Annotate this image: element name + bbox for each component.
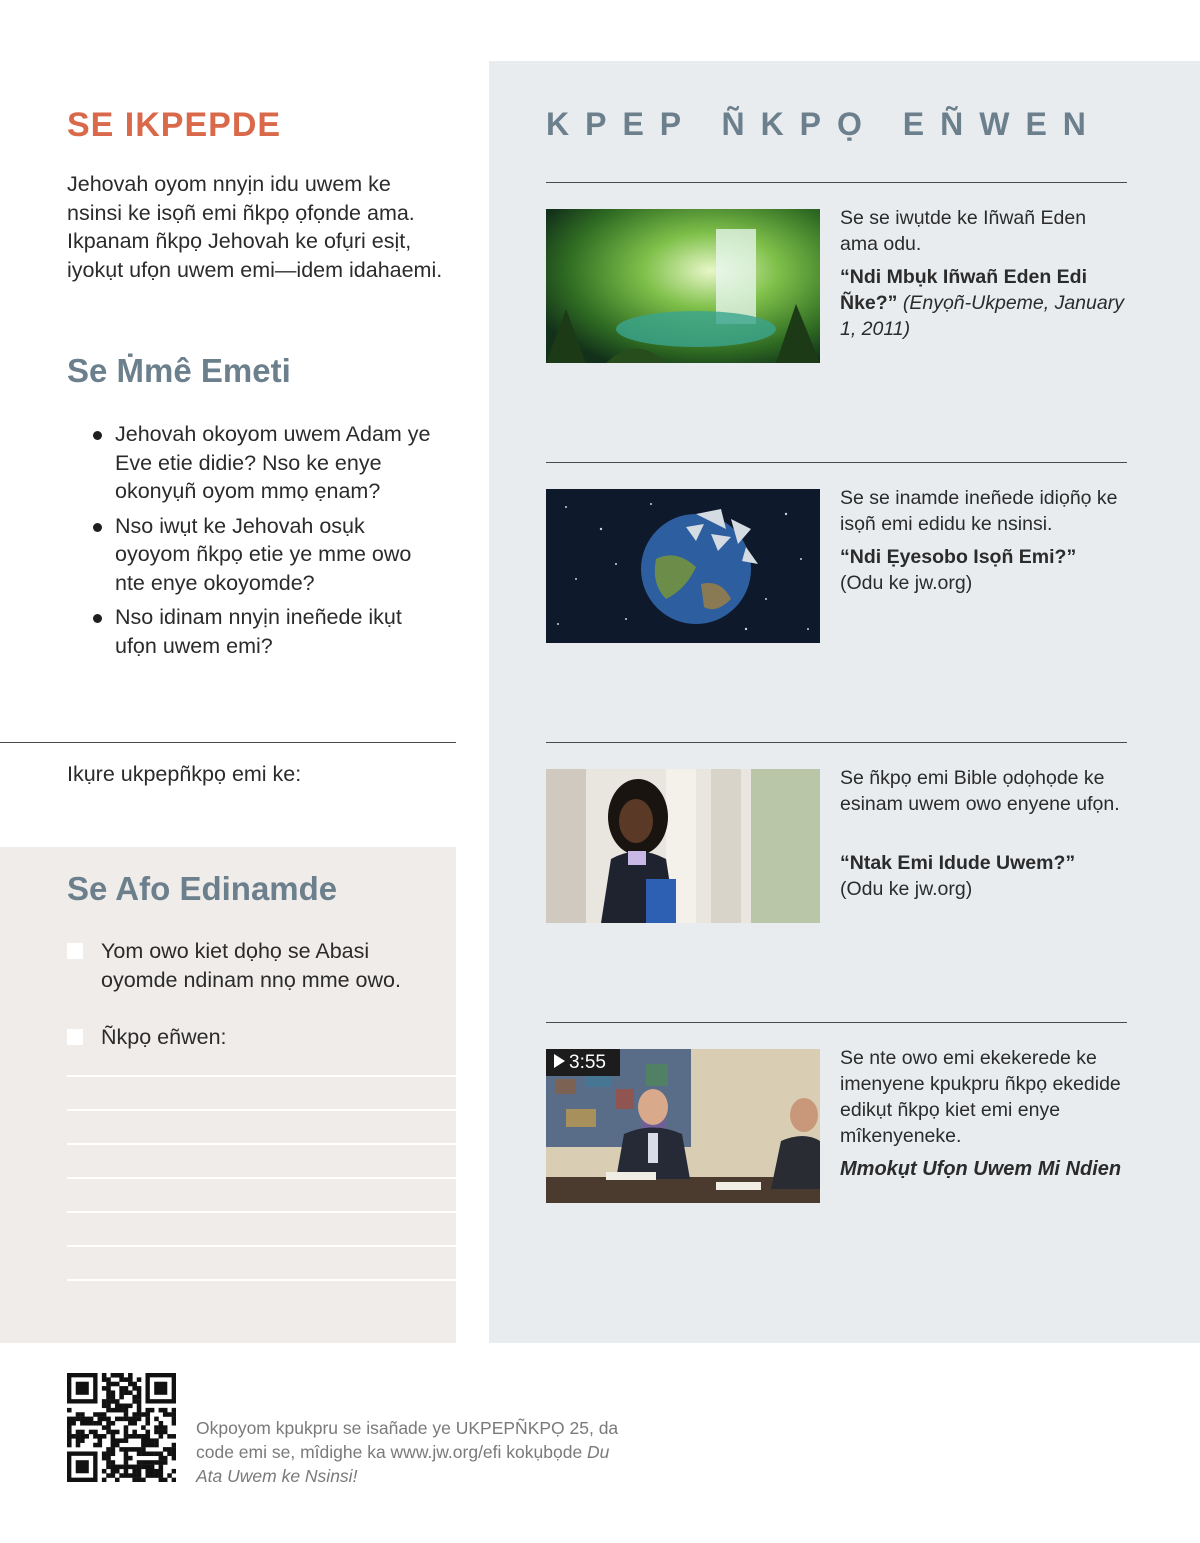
entry-description: Se nte owo emi ekekerede ke imenyene kpukpru ñkpọ ekedide edikụt ñkpọ kiet emi enye mîkenyeneke. <box>840 1047 1121 1147</box>
reference-source: (Odu ke jw.org) <box>840 878 973 900</box>
bullet-icon <box>93 614 102 623</box>
checkbox[interactable] <box>67 1029 83 1045</box>
shattering-earth-image[interactable] <box>546 489 820 643</box>
summary-text: Jehovah oyom nnyịn idu uwem ke nsinsi ke isọñ emi ñkpọ ọfọnde ama. Ikpanam ñkpọ Jehovah ke ofụri esịt, iyokụt ufọn uwem emi—idem idahaemi. <box>67 172 443 282</box>
completion-date-label: Ikụre ukpepñkpọ emi ke: <box>67 762 302 786</box>
review-question: Jehovah okoyom uwem Adam ye Eve etie didie? Nso ke enye okonyụñ oyom mmọ ẹnam? <box>93 420 438 506</box>
entry-reference[interactable] <box>840 850 1125 902</box>
writing-line[interactable] <box>67 1177 456 1179</box>
paradise-waterfall-image[interactable] <box>546 209 820 363</box>
qr-code-icon[interactable] <box>67 1373 176 1482</box>
entry-reference[interactable] <box>840 544 1125 596</box>
entry-description: Se se inamde ineñede idiọñọ ke isọñ emi edidu ke nsinsi. <box>840 487 1118 535</box>
reference-source: (Enyọñ-Ukpeme, January 1, 2011) <box>840 292 1124 340</box>
entry-reference[interactable] <box>840 264 1125 342</box>
writing-line[interactable] <box>67 1211 456 1213</box>
divider <box>546 462 1127 463</box>
goals-title: Se Afo Edinamde <box>67 870 338 907</box>
reference-source: (Odu ke jw.org) <box>840 572 973 594</box>
entry-reference[interactable] <box>840 1156 1125 1182</box>
entry-description: Se ñkpọ emi Bible ọdọhọde ke esinam uwem owo enyene ufọn. <box>840 767 1120 815</box>
review-question: Nso idinam nnyịn ineñede ikụt ufọn uwem emi? <box>93 603 438 660</box>
review-question-list <box>93 420 438 666</box>
divider <box>546 182 1127 183</box>
reference-title[interactable]: “Ndi Ẹyesobo Isọñ Emi?” <box>840 546 1077 568</box>
divider <box>546 1022 1127 1023</box>
entry-description: Se se iwụtde ke Iñwañ Eden ama odu. <box>840 207 1087 255</box>
writing-line[interactable] <box>67 1109 456 1111</box>
review-title: Se Ṁmê Emeti <box>67 352 291 389</box>
divider <box>0 742 456 743</box>
video-duration-badge[interactable]: 3:55 <box>546 1049 620 1076</box>
writing-line[interactable] <box>67 1245 456 1247</box>
footer-note: Okpoyom kpukpru se isañade ye UKPEPÑKPỌ 25, da code emi se, mîdighe ka www.jw.org/efi kokụbọde Du Ata Uwem ke Nsinsi! <box>196 1418 619 1486</box>
woman-with-books-image[interactable] <box>546 769 820 923</box>
review-question: Nso iwụt ke Jehovah osụk oyoyom ñkpọ etie ye mme owo nte enye okoyomde? <box>93 512 438 598</box>
reference-title[interactable]: Mmokụt Ufọn Uwem Mi Ndien <box>840 1158 1122 1180</box>
goal-item: Yom owo kiet dọhọ se Abasi oyomde ndinam nnọ mme owo. <box>67 937 437 994</box>
writing-line[interactable] <box>67 1279 456 1281</box>
goal-item: Ñkpọ eñwen: <box>67 1023 437 1052</box>
reference-title[interactable]: “Ndi Mbụk Iñwañ Eden Edi Ñke?” <box>840 266 1088 314</box>
bullet-icon <box>93 523 102 532</box>
checkbox[interactable] <box>67 943 83 959</box>
divider <box>546 742 1127 743</box>
learn-more-title: KPEP ÑKPỌ EÑWEN <box>546 106 1102 142</box>
bullet-icon <box>93 431 102 440</box>
play-icon <box>554 1054 565 1068</box>
writing-line[interactable] <box>67 1143 456 1145</box>
summary-title: SE IKPEPDE <box>67 106 282 144</box>
goals-panel <box>0 847 456 1343</box>
reference-title[interactable]: “Ntak Emi Idude Uwem?” <box>840 852 1076 874</box>
writing-line[interactable] <box>67 1075 456 1077</box>
